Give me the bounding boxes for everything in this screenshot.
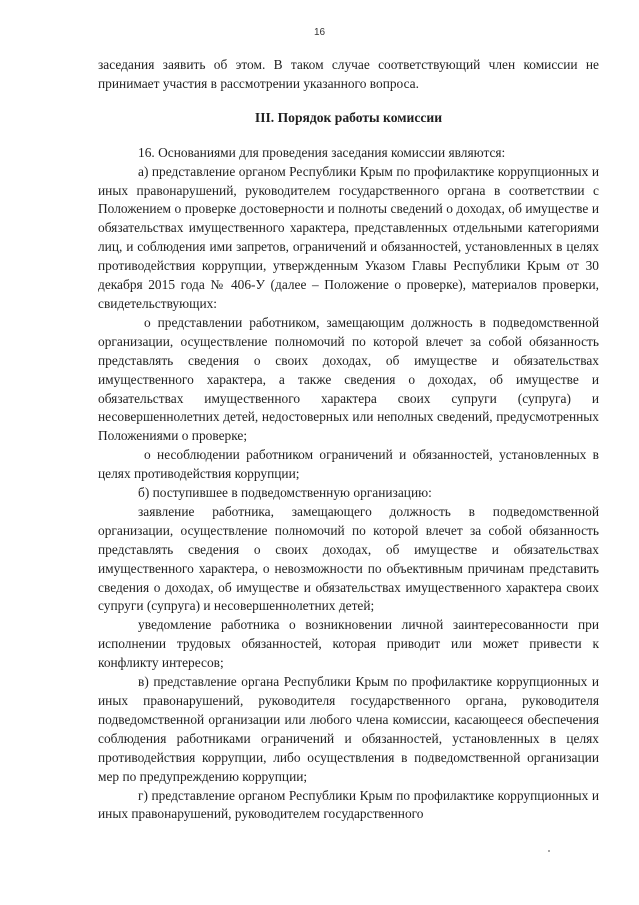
section-heading: III. Порядок работы комиссии (254, 109, 443, 125)
paragraph-a-item-2: о несоблюдении работником ограничений и обязанностей, установленных в целях противодействия коррупции; (98, 447, 599, 482)
paragraph-b: б) поступившее в подведомственную организацию: (138, 485, 432, 501)
paragraph-continuation: заседания заявить об этом. В таком случае соответствующий член комиссии не принимает участия в рассмотрении указанного вопроса. (98, 57, 599, 91)
paragraph-16: 16. Основаниями для проведения заседания комиссии являются: (138, 144, 506, 160)
paragraph-b-item-2: уведомление работника о возникновении личной заинтересованности при исполнении трудовых обязанностей, которая приводит или может привести к конфликту интересов; (98, 617, 599, 671)
paragraph-v: в) представление органа Республики Крым по профилактике коррупционных и иных правонарушений, руководителя государственного органа, руководителя подведомственной организации или любого члена комиссии, касающееся обеспечения соблюдения работниками ограничений и обязанностей, установленных в целях противодействия коррупции, либо осуществления в подведомственной организации мер по предупреждению коррупции; (98, 674, 599, 784)
paragraph-b-item-1: заявление работника, замещающего должность в подведомственной организации, осуществление полномочий по которой влечет за собой обязанность представлять сведения о своих доходах, об имуществе и обязательствах имущественного характера, о невозможности по объективным причинам представить сведения о доходах, об имуществе и обязательствах имущественного характера своих супруги (супруга) и несовершеннолетних детей; (98, 503, 599, 614)
document-body (98, 56, 599, 824)
page-number: 16 (313, 27, 326, 38)
paragraph-g: г) представление органом Республики Крым по профилактике коррупционных и иных правонарушений, руководителем государственного (98, 787, 599, 822)
paragraph-a-item-1: о представлении работником, замещающим должность в подведомственной организации, осуществление полномочий по которой влечет за собой обязанность представлять сведения о своих доходах, об имуществе и обязательствах имущественного характера, а также сведения о доходах, об имуществе и обязательствах имущественного характера своих супруги (супруга) и несовершеннолетних детей, недостоверных или неполных сведений, предусмотренных Положениями о проверке; (98, 314, 599, 444)
scan-speck (548, 850, 550, 852)
paragraph-a: а) представление органом Республики Крым по профилактике коррупционных и иных правонарушений, руководителем государственного органа в соответствии с Положением о проверке достоверности и полноты сведений о доходах, об имуществе и обязательствах имущественного характера, представленных отдельными категориями лиц, и соблюдения ими запретов, ограничений и обязанностей, установленных в целях противодействия коррупции, утвержденным Указом Главы Республики Крым от 30 декабря 2015 года № 406-У (далее – Положение о проверке), материалов проверки, свидетельствующих: (98, 163, 599, 311)
